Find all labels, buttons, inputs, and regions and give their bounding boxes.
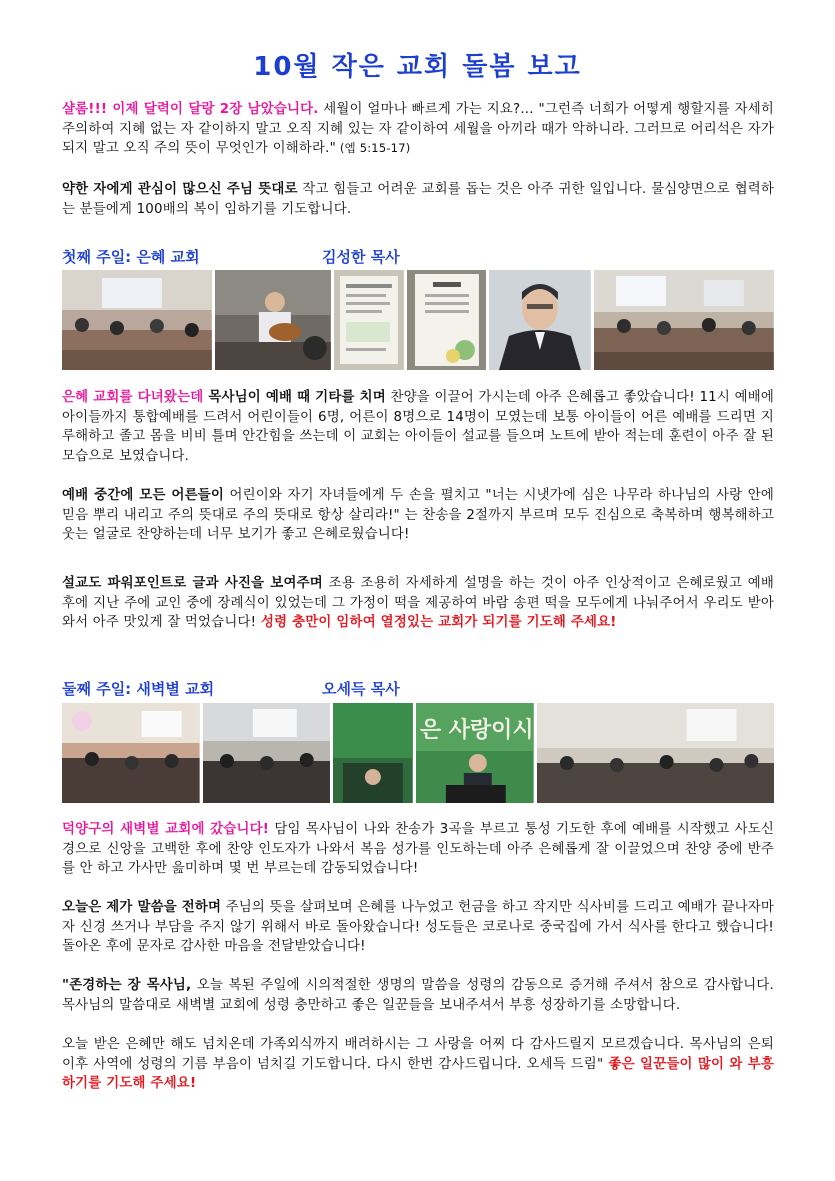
week2-paragraph-3 (62, 976, 774, 1015)
week1-paragraph-3 (62, 574, 774, 633)
week2-visit-highlight: 덕양구의 새벽별 교회에 갔습니다! (62, 822, 270, 837)
intro-paragraph-1 (62, 100, 774, 159)
week1-body-1: 찬양을 이끌어 가시는데 아주 은혜롭고 좋았습니다! 11시 예배에 아이들까지 통합예배를 드려서 어린이들이 6명, 어른이 8명으로 14명이 모였는데 보통 아이들이 어른 예배를 드리면 지루해하고 졸고 몸을 비비 틀며 안간힘을 쓰는데 이 교회는 아이들이 설교를 들으며 노트에 받아 적는데 훈련이 아주 잘 된 모습으로 보였습니다. (62, 390, 775, 464)
week1-photo-strip (62, 270, 774, 370)
worship-room-photo (62, 270, 212, 370)
week2-body-3: 오늘 복된 주일에 시의적절한 생명의 말씀을 성령의 감동으로 증거해 주셔서 참으로 감사합니다. 목사님의 말씀대로 새벽별 교회에 성령 충만하고 좋은 일꾼들을 보내주셔서 부흥 성장하기를 소망합니다. (62, 978, 774, 1013)
week2-letter-greeting: "존경하는 장 목사님, (62, 978, 192, 993)
week1-paragraph-2 (62, 486, 774, 545)
congregation-photo (594, 270, 774, 370)
intro-greeting: 샬롬!!! 이제 달력이 달랑 2장 남았습니다. (62, 102, 319, 117)
page-title: 10월 작은 교회 돌봄 보고 (253, 52, 582, 82)
seated-congregation-photo (537, 703, 774, 803)
week2-pastor: 오세득 목사 (322, 680, 400, 698)
week2-heading (62, 678, 400, 699)
intro-body: 작고 힘들고 어려운 교회를 돕는 것은 아주 귀한 일입니다. 물심양면으로 협력하는 분들에게 100배의 복이 임하기를 기도합니다. (62, 182, 774, 217)
week2-body-4: 오늘 받은 은혜만 해도 넘치온데 가족외식까지 배려하시는 그 사랑을 어찌 다 감사드릴지 모르겠습니다. 목사님의 은퇴 이후 사역에 성령의 기름 부음이 넘치길 기도합니다. 다시 한번 감사드립니다. 오세득 드림" (62, 1037, 774, 1072)
week1-guitar-emphasis: 목사님이 예배 때 기타를 치며 (203, 390, 386, 405)
week1-blessing-emphasis: 예배 중간에 모든 어른들이 (62, 488, 225, 503)
week1-body-2: 어린이와 자기 자녀들에게 두 손을 펼치고 "너는 시냇가에 심은 나무라 하나님의 사랑 안에 믿음 뿌리 내리고 주의 뜻대로 주의 뜻대로 항상 살리라!" 는 찬송을 2절까지 부르며 모두 진심으로 축복하며 행복해하고 웃는 얼굴로 찬양하는데 너무 보기가 좋고 은혜로웠습니다! (62, 488, 774, 543)
week1-pastor: 김성한 목사 (322, 248, 400, 266)
week2-body-2: 주님의 뜻을 살펴보며 은혜를 나누었고 헌금을 하고 작지만 식사비를 드리고 예배가 끝나자마자 신경 쓰거나 부담을 주지 않기 위해서 바로 돌아왔습니다! 성도들은 코로나로 중국집에 가서 식사를 한다고 했습니다! 돌아온 후에 문자로 감사한 마음을 전달받았습니다! (62, 900, 774, 955)
week2-church: 둘째 주일: 새벽별 교회 (62, 680, 215, 698)
week2-paragraph-1 (62, 820, 774, 879)
week1-sermon-emphasis: 설교도 파워포인트로 글과 사진을 보여주며 (62, 576, 323, 591)
week2-paragraph-4 (62, 1035, 774, 1094)
intro-paragraph-2 (62, 180, 774, 219)
week1-paragraph-1 (62, 388, 774, 466)
week2-prayer-request: 좋은 일꾼들이 많이 와 부흥하기를 기도해 주세요! (62, 1056, 774, 1092)
week1-church: 첫째 주일: 은혜 교회 (62, 248, 200, 266)
week1-visit-highlight: 은혜 교회를 다녀왔는데 (62, 390, 204, 405)
week1-body-3: 조용 조용히 자세하게 설명을 하는 것이 아주 인상적이고 은혜로웠고 예배 후에 지난 주에 교인 중에 장례식이 있었는데 그 가정이 떡을 제공하여 바람 송편 떡을 모두에게 나눠주어서 우리도 받아와서 아주 맛있게 잘 먹었습니다! (62, 576, 775, 631)
week1-prayer-request: 성령 충만이 임하여 열정있는 교회가 되기를 기도해 주세요! (256, 615, 617, 631)
intro-emphasis: 약한 자에게 관심이 많으신 주님 뜻대로 (62, 182, 298, 197)
banner-stage-photo (333, 703, 413, 803)
pastor-portrait-photo (489, 270, 591, 370)
banner-text: 은 사랑이시 (420, 717, 534, 744)
sanctuary-photo (62, 703, 200, 803)
week1-heading (62, 246, 400, 267)
week2-sermon-emphasis: 오늘은 제가 말씀을 전하며 (62, 900, 222, 915)
bulletin-cover-photo (407, 270, 487, 370)
worship-hall-photo (203, 703, 331, 803)
week2-photo-strip (62, 703, 774, 803)
bulletin-photo (334, 270, 404, 370)
guitar-pastor-photo (215, 270, 331, 370)
preaching-pastor-photo (416, 703, 534, 803)
intro-scripture-ref: (엡 5:15-17) (336, 141, 411, 156)
intro-scripture: 세월이 얼마나 빠르게 가는 지요?... "그런즉 너희가 어떻게 행할지를 자세히 주의하여 지혜 없는 자 같이하지 말고 오직 지혜 있는 자 같이하여 세월을 아끼라 때가 악하니라. 그러므로 어리석은 자가 되지 말고 오직 주의 뜻이 무엇인가 이해하라." (62, 102, 774, 157)
week2-body-1: 담임 목사님이 나와 찬송가 3곡을 부르고 통성 기도한 후에 예배를 시작했고 사도신경으로 신앙을 고백한 후에 찬양 인도자가 나와서 복음 성가를 인도하는데 아주 은혜롭게 잘 이끌었으며 찬양 중에 반주를 안 하고 가사만 읊미하며 몇 번 부르는데 감동되었습니다! (62, 822, 774, 877)
week2-paragraph-2 (62, 898, 774, 957)
